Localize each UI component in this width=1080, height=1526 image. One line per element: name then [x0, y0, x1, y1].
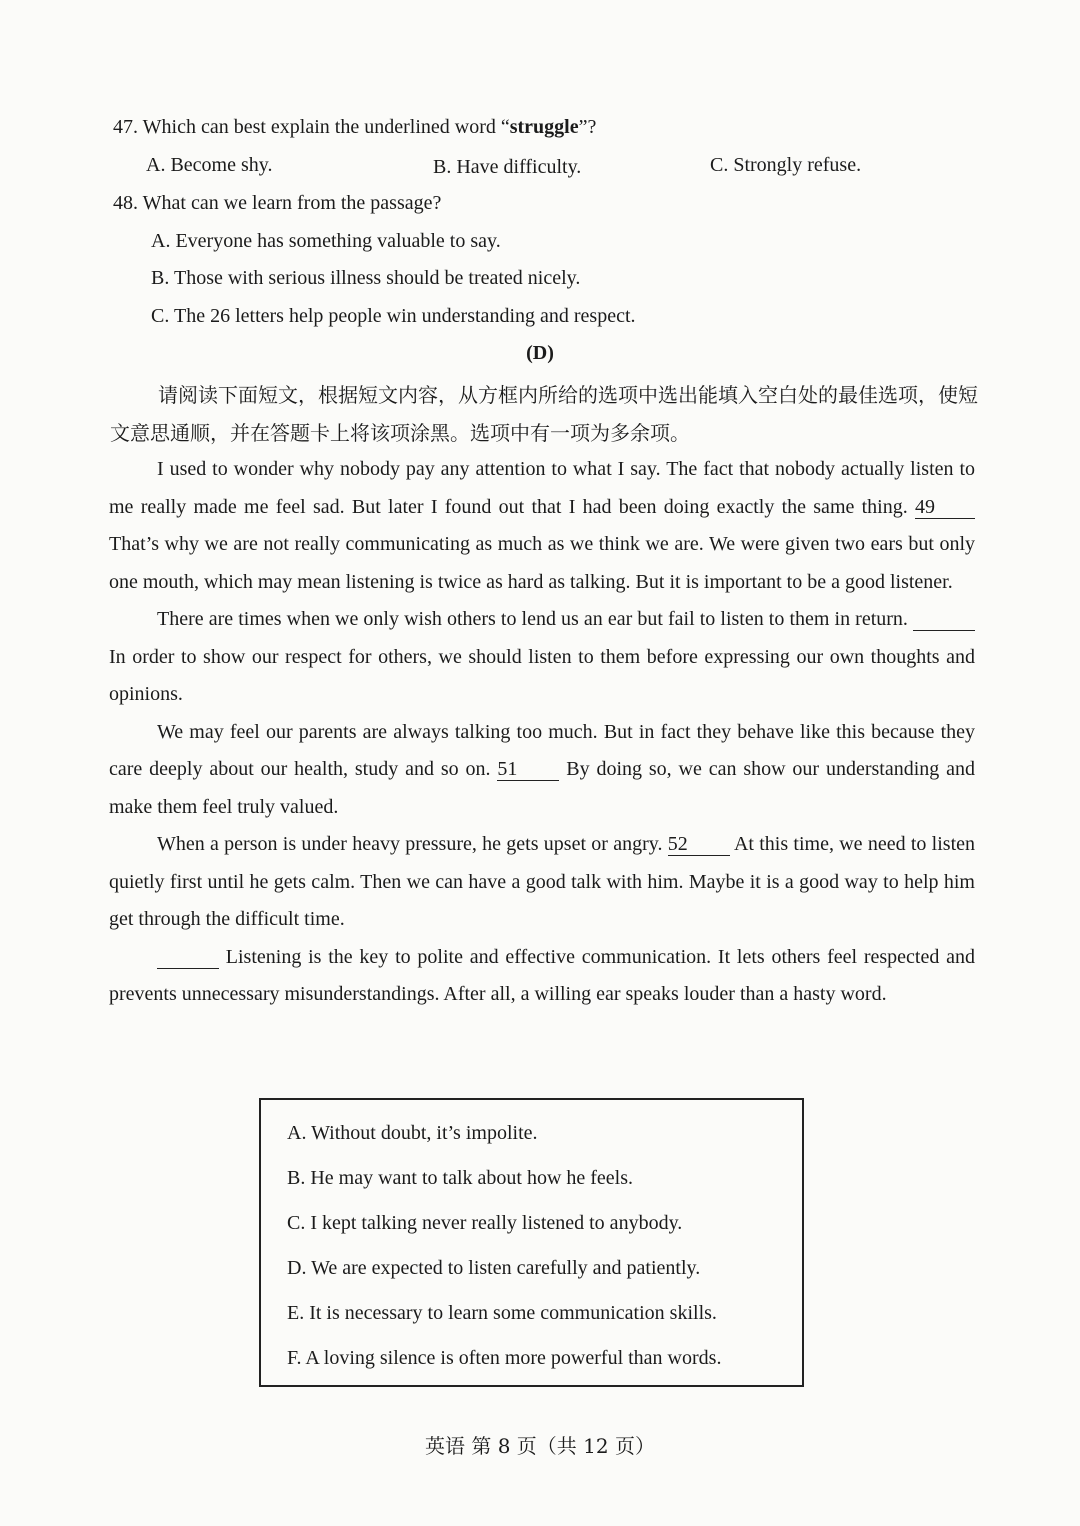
paragraph-1-text-a: I used to wonder why nobody pay any attention to what I say. The fact that nobody actually listen to me really made me feel sad. But later I found out that I had been doing exactly the same thing. [109, 458, 975, 518]
question-47-stem-end: ”? [578, 116, 597, 138]
page-footer: 英语 第 8 页（共 12 页） [425, 1434, 655, 1458]
passage-paragraph-5 [109, 939, 975, 1014]
section-instructions: 请阅读下面短文，根据短文内容，从方框内所给的选项中选出能填入空白处的最佳选项，使短文意思通顺，并在答题卡上将该项涂黑。选项中有一项为多余项。 [110, 383, 978, 445]
question-47-options [146, 152, 906, 182]
option-box-c: C. I kept talking never really listened to anybody. [287, 1212, 683, 1234]
blank-53[interactable] [157, 946, 219, 969]
passage-paragraph-1 [109, 451, 975, 601]
question-48-stem: 48. What can we learn from the passage? [113, 192, 442, 214]
question-47-stem [113, 116, 596, 139]
paragraph-5-text: Listening is the key to polite and effective communication. It lets others feel respected and prevents unnecessary misunderstandings. After all, a willing ear speaks louder than a hasty word. [109, 945, 975, 1005]
option-box-f: F. A loving silence is often more powerful than words. [287, 1347, 722, 1369]
paragraph-1-text-b: That’s why we are not really communicating as much as we think we are. We were given two ears but only one mouth, which may mean listening is twice as hard as talking. But it is important to be a good listener. [109, 533, 975, 593]
paragraph-4-text-b: At this time, we need to listen quietly first until he gets calm. Then we can have a good talk with him. Maybe it is a good way to help him get through the difficult time. [109, 833, 976, 930]
question-48-option-a[interactable]: A. Everyone has something valuable to say. [151, 230, 501, 252]
passage [109, 451, 975, 1014]
question-47-option-b[interactable]: B. Have difficulty. [433, 156, 582, 178]
question-47-stem-text: 47. Which can best explain the underlined word “ [113, 116, 510, 138]
blank-51[interactable]: 51 [497, 758, 559, 781]
question-48-option-b[interactable]: B. Those with serious illness should be treated nicely. [151, 267, 581, 289]
passage-paragraph-4 [109, 826, 975, 939]
paragraph-3-text-b: By doing so, we can show our understanding and make them feel truly valued. [109, 758, 976, 818]
option-box-e: E. It is necessary to learn some communication skills. [287, 1302, 717, 1324]
question-48-option-c[interactable]: C. The 26 letters help people win understanding and respect. [151, 305, 636, 327]
blank-50[interactable] [913, 608, 975, 631]
option-box-a: A. Without doubt, it’s impolite. [287, 1122, 538, 1144]
option-box [259, 1098, 804, 1387]
passage-paragraph-2 [109, 601, 975, 714]
question-47-option-a[interactable]: A. Become shy. [146, 154, 273, 176]
question-47-option-c[interactable]: C. Strongly refuse. [710, 154, 862, 176]
blank-52[interactable]: 52 [668, 833, 730, 856]
option-box-d: D. We are expected to listen carefully and patiently. [287, 1257, 701, 1279]
paragraph-3-text-a: We may feel our parents are always talking too much. But in fact they behave like this because they care deeply about our health, study and so on. [109, 720, 975, 780]
section-title: (D) [526, 342, 554, 364]
blank-49[interactable]: 49 [915, 496, 975, 519]
paragraph-4-text-a: When a person is under heavy pressure, he gets upset or angry. [157, 833, 663, 855]
underlined-word: struggle [509, 116, 579, 138]
option-box-b: B. He may want to talk about how he feels. [287, 1167, 634, 1189]
paragraph-2-text-b: In order to show our respect for others, we should listen to them before expressing our own thoughts and opinions. [109, 645, 975, 705]
passage-paragraph-3 [109, 714, 975, 827]
paragraph-2-text-a: There are times when we only wish others to lend us an ear but fail to listen to them in return. [157, 608, 908, 630]
